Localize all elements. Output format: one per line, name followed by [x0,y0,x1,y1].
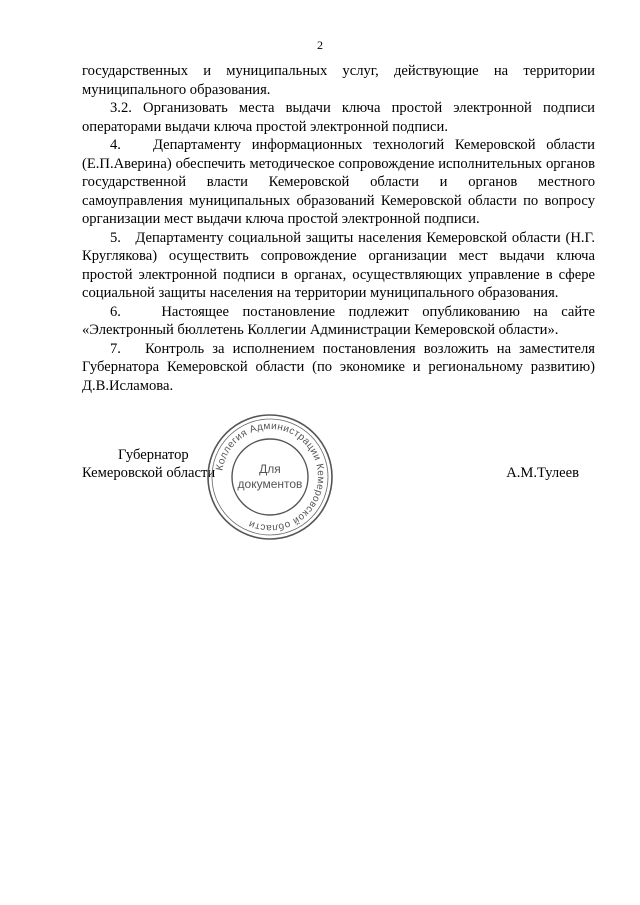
paragraph-3-2: 3.2. Организовать места выдачи ключа простой электронной подписи операторами выдачи ключа простой электронной подписи. [82,100,595,135]
signatory-position-line2: Кемеровской области [82,465,216,481]
paragraph-continuation: государственных и муниципальных услуг, действующие на территории муниципального образования. [82,63,595,98]
signatory-position-line1: Губернатор [118,447,189,463]
stamp-center-line2: документов [237,477,303,491]
page-number: 2 [317,38,323,52]
stamp-ring-text: Коллегия Администрации Кемеровской области [214,420,327,534]
stamp-seal-icon [205,412,335,542]
signatory-name: А.М.Тулеев [506,465,579,481]
paragraph-5: 5. Департаменту социальной защиты населения Кемеровской области (Н.Г. Круглякова) осуществить сопровождение организации мест выдачи ключа простой электронной подписи в органах, осуществляющих управление в сфере социальной защиты населения на территории муниципального образования. [82,229,595,301]
paragraph-4: 4. Департаменту информационных технологий Кемеровской области (Е.П.Аверина) обеспечить методическое сопровождение исполнительных органов государственной власти Кемеровской области и органов местного самоуправления муниципальных образований Кемеровской области по вопросу организации мест выдачи ключа простой электронной подписи. [82,137,595,227]
paragraph-7: 7. Контроль за исполнением постановления возложить на заместителя Губернатора Кемеровской области (по экономике и региональному развитию) Д.В.Исламова. [82,340,595,394]
paragraph-6: 6. Настоящее постановление подлежит опубликованию на сайте «Электронный бюллетень Коллегии Администрации Кемеровской области». [82,303,595,338]
signature-block [82,442,595,542]
official-stamp [205,412,335,542]
stamp-center-line1: Для [259,462,281,476]
document-body [82,62,595,395]
